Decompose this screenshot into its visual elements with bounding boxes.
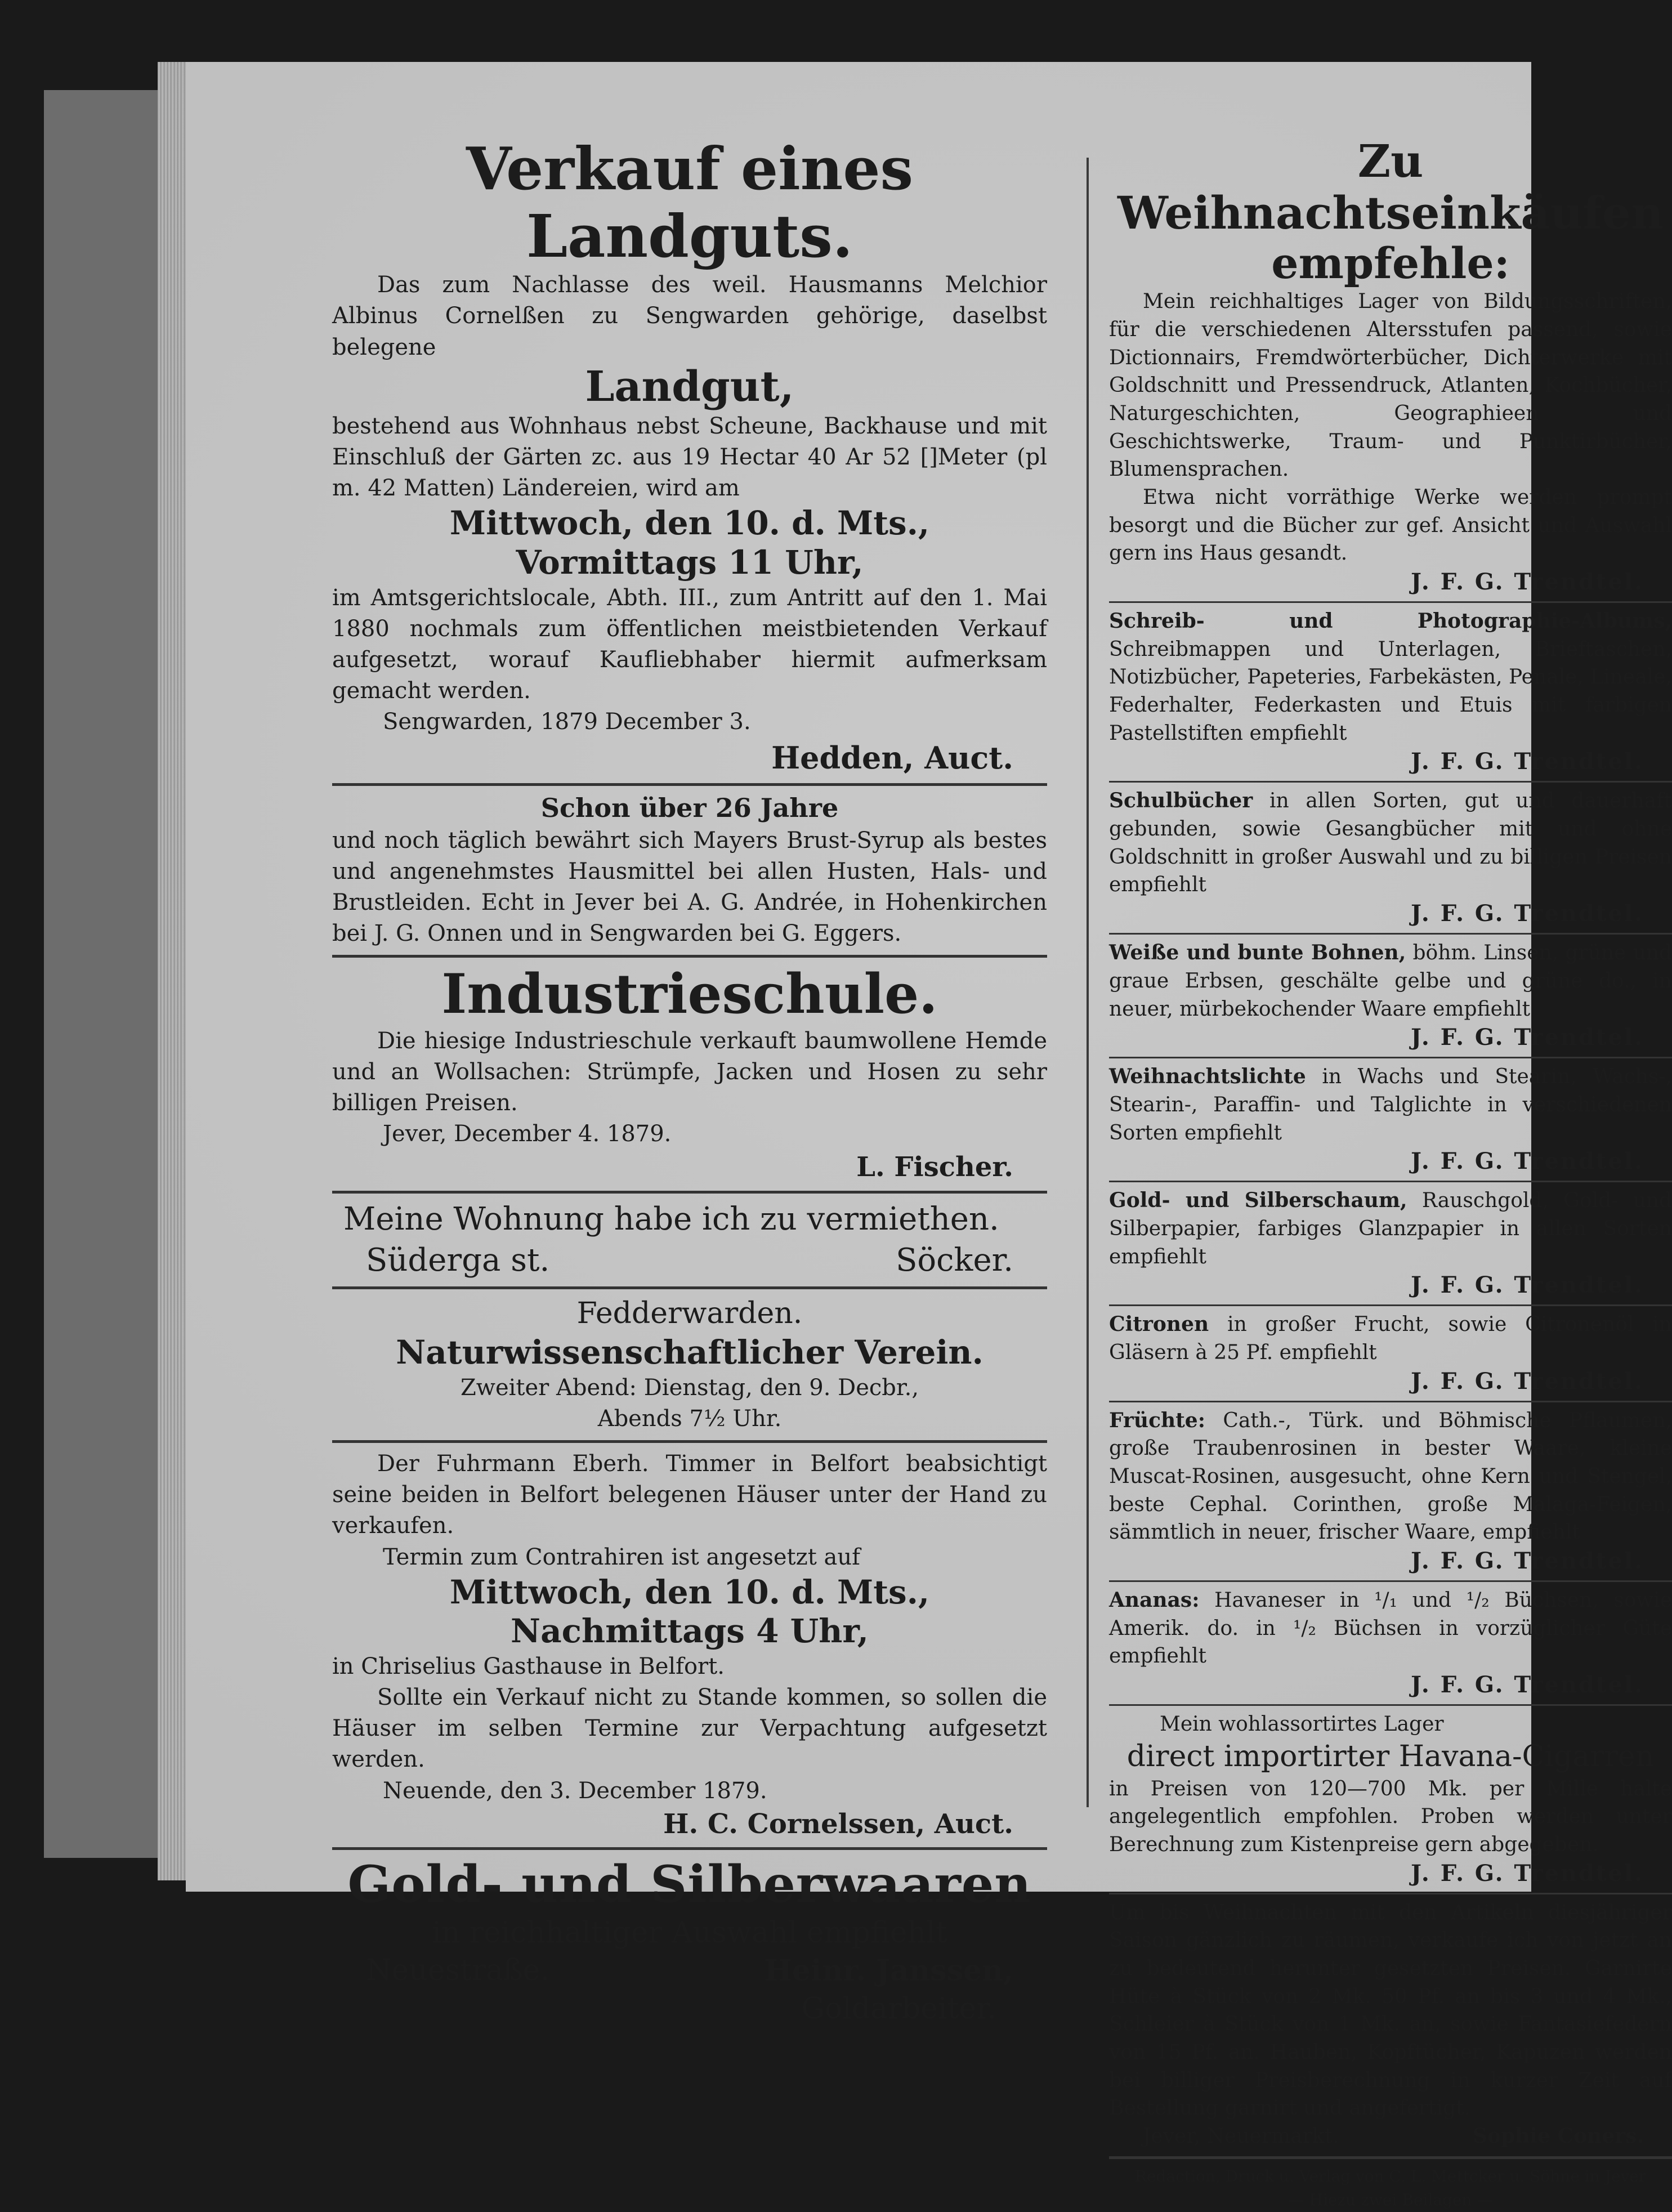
rule	[1109, 1893, 1672, 1894]
right-column	[1109, 135, 1672, 2212]
ad-haeuser-date2: Nachmittags 4 Uhr,	[511, 1612, 869, 1651]
ad-item-lead: Gold- und Silberschaum,	[1109, 1188, 1407, 1213]
book-cover-edge	[44, 90, 177, 1858]
ad-gold-heading: Gold- und Silberwaaren	[347, 1854, 1032, 1915]
ad-item-lead: Weiße und bunte Bohnen,	[1109, 941, 1406, 965]
ad-industrieschule-text: Die hiesige Industrieschule verkauft baumwollene Hemde und an Wollsachen: Strümpfe, Jacken und Hosen zu sehr billigen Preisen.	[332, 1027, 1047, 1116]
ad-item-lead: Schulbücher	[1109, 789, 1253, 813]
ad-cigars-intro: Mein wohlassortirtes Lager	[1160, 1712, 1444, 1736]
ad-cigars-text: in Preisen von 120—700 Mk. per Mille halte angelegentlich empfohlen. Proben werden unter Berechnung zum Kistenpreise gern abgegeben.	[1109, 1777, 1672, 1856]
newspaper-page	[186, 62, 1672, 2209]
ad-landgut-heading: Landgut,	[585, 362, 794, 411]
ad-item-text	[1109, 1311, 1672, 1366]
ad-industrieschule	[332, 963, 1047, 1185]
ad-item-lead: Schreib- und Photographie-Albums,	[1109, 609, 1672, 633]
ad-item-lead: Citronen	[1109, 1312, 1209, 1337]
rule	[1109, 781, 1672, 783]
ad-item-text	[1109, 939, 1672, 1023]
ad-landgut-title: Verkauf eines Landguts.	[466, 134, 914, 271]
ad-haeuser-signature: H. C. Cornelssen, Auct.	[663, 1808, 1013, 1840]
ad-haeuser	[332, 1449, 1047, 1842]
ad-landgut-date2: Vormittags 11 Uhr,	[516, 543, 864, 582]
ad-industrieschule-place: Jever, December 4. 1879.	[383, 1121, 672, 1147]
ad-verein-line1: Zweiter Abend: Dienstag, den 9. Decbr.,	[460, 1374, 919, 1401]
ad-item-text	[1109, 1187, 1672, 1271]
ad-item-text	[1109, 1063, 1672, 1147]
rule	[1109, 1580, 1672, 1582]
ad-gold-street: Neuestraße.	[366, 1954, 550, 1988]
ad-wohnung-street: Süderga st.	[366, 1241, 550, 1279]
ad-item-signature: J. F. G. Trendtel.	[1411, 1547, 1644, 1574]
ad-haeuser-text2: Sollte ein Verkauf nicht zu Stande kommen, so sollen die Häuser im selben Termine zur Verpachtung aufgesetzt werden.	[332, 1684, 1047, 1773]
ad-haeuser-place: Neuende, den 3. December 1879.	[383, 1777, 767, 1804]
ad-item-lead: Weihnachtslichte	[1109, 1065, 1306, 1089]
ad-item-text	[1109, 607, 1672, 747]
ad-coners-place: Jever, Neuermarkt.	[1143, 2124, 1339, 2148]
ad-verein-heading: Naturwissenschaftlicher Verein.	[396, 1333, 983, 1371]
ad-coners	[1109, 1899, 1672, 2151]
ad-verein	[332, 1295, 1047, 1435]
ad-item-text	[1109, 1407, 1672, 1547]
ad-item-signature: J. F. G. Trendtel.	[1411, 1368, 1644, 1395]
ad-item-body: Rauschgold, Gold- und Silberpapier, farbiges Glanzpapier in allen Sorten empfiehlt	[1109, 1189, 1672, 1268]
rule	[332, 1286, 1047, 1289]
right-title: Zu Weihnachtseinkäufen	[1117, 135, 1664, 239]
ad-item-body: Schreibmappen und Unterlagen, Brieftaschen, Notizbücher, Papeteries, Farbekästen, Penale, Lineale, Federhalter, Federkasten und Etuis mit farbigen Pastellstiften empfiehlt	[1109, 637, 1672, 745]
ad-landgut-date1: Mittwoch, den 10. d. Mts.,	[449, 504, 930, 543]
ad-verein-line2: Abends 7½ Uhr.	[597, 1405, 782, 1432]
ad-item-body: Havaneser in ¹/₁ und ¹/₂ Büchsen, sowie Amerik. do. in ¹/₂ Büchsen in vorzüglicher Güte empfiehlt	[1109, 1588, 1672, 1668]
ad-item-lead: Ananas:	[1109, 1588, 1200, 1612]
ad-landgut-signature: Hedden, Auct.	[771, 739, 1013, 776]
ad-syrup-heading: Schon über 26 Jahre	[540, 792, 839, 823]
ad-item-signature: J. F. G. Trendtel.	[1411, 748, 1644, 775]
column-divider	[1087, 158, 1089, 1807]
ad-gold-sub: in reichhaltiger Auswahl empfiehlt	[432, 1915, 947, 1950]
ad-syrup-text: und noch täglich bewährt sich Mayers Brust-Syrup als bestes und angenehmstes Hausmittel bei allen Husten, Hals- und Brustleiden. Echt in Jever bei A. G. Andrée, in Hohenkirchen bei J. G. Onnen und in Sengwarden bei G. Eggers.	[332, 827, 1047, 947]
rule	[1109, 933, 1672, 935]
rule	[1109, 601, 1672, 603]
ad-item	[1109, 781, 1672, 928]
right-intro-signature: J. F. G. Trendtel.	[1411, 569, 1644, 596]
left-column	[332, 135, 1047, 2028]
ad-item-body: böhm. Linsen, grüne und graue Erbsen, geschälte gelbe und grüne do., in neuer, mürbekochender Waare empfiehlt	[1109, 941, 1672, 1021]
rule	[1109, 1704, 1672, 1706]
ad-haeuser-text: Der Fuhrmann Eberh. Timmer in Belfort beabsichtigt seine beiden in Belfort belegenen Häuser unter der Hand zu verkaufen.	[332, 1450, 1047, 1539]
ad-item-body: in großer Frucht, sowie Citronenöl in Gläsern à 25 Pf. empfiehlt	[1109, 1313, 1672, 1364]
ad-industrieschule-heading: Industrieschule.	[441, 962, 938, 1026]
ad-item-signature: J. F. G. Trendtel.	[1411, 1148, 1644, 1175]
ad-industrieschule-signature: L. Fischer.	[856, 1151, 1013, 1183]
ad-landgut-text: bestehend aus Wohnhaus nebst Scheune, Backhause und mit Einschluß der Gärten zc. aus 19 Hectar 40 Ar 52 []Meter (pl m. 42 Matten) Ländereien, wird am	[332, 413, 1047, 502]
rule	[332, 1440, 1047, 1443]
ad-item-text	[1109, 787, 1672, 899]
ad-verein-place: Fedderwarden.	[576, 1297, 803, 1331]
rule	[332, 783, 1047, 786]
ad-haeuser-termin: Termin zum Contrahiren ist angesetzt auf	[383, 1544, 860, 1570]
rule	[332, 1847, 1047, 1850]
ad-landgut	[332, 135, 1047, 777]
ad-item-signature: J. F. G. Trendtel.	[1411, 1671, 1644, 1698]
ad-gold-name: Heinr. Janssen,	[764, 1954, 1013, 1988]
ad-item	[1109, 1401, 1672, 1576]
rule	[1109, 1181, 1672, 1182]
ad-landgut-intro: Das zum Nachlasse des weil. Hausmanns Melchior Albinus Cornelßen zu Sengwarden gehörige, daselbst belegene	[332, 272, 1047, 360]
ad-coners-signature: Sophie Coners.	[1473, 2124, 1644, 2148]
right-intro-text2: Etwa nicht vorräthige Werke werden prompt besorgt und die Bücher zur gef. Ansicht und Auswahl gern ins Haus gesandt.	[1109, 486, 1672, 565]
ad-landgut-text2: im Amtsgerichtslocale, Abth. III., zum Antritt auf den 1. Mai 1880 nochmals zum öffentlichen meistbietenden Verkauf aufgesetzt, worauf Kaufliebhaber hiermit aufmerksam gemacht werden.	[332, 584, 1047, 704]
rule	[1109, 1401, 1672, 1402]
rule	[332, 955, 1047, 958]
footer-supplements: — Hiezu zwei Beilagen —	[1288, 2190, 1493, 2209]
ad-cigars-heading: direct importirter Havana-Cigarren	[1126, 1739, 1655, 1773]
ad-wohnung-name: Söcker.	[896, 1241, 1013, 1279]
rule	[1109, 1304, 1672, 1306]
ad-wohnung-text: Meine Wohnung habe ich zu vermiethen.	[343, 1200, 999, 1237]
rule	[1109, 1057, 1672, 1058]
ad-wohnung	[332, 1199, 1047, 1281]
ad-gold	[332, 1856, 1047, 2028]
ad-cigars	[1109, 1710, 1672, 1888]
ad-cigars-signature: J. F. G. Trendtel.	[1411, 1860, 1644, 1887]
ad-item	[1109, 601, 1672, 776]
ad-item-signature: J. F. G. Trendtel.	[1411, 1272, 1644, 1299]
ad-item-text	[1109, 1587, 1672, 1670]
ad-item-signature: J. F. G. Trendtel.	[1411, 900, 1644, 927]
ad-item	[1109, 1580, 1672, 1700]
ad-item	[1109, 1181, 1672, 1300]
ad-item-body: Cath.-, Türk. und Böhmische Pflaumen, große Traubenrosinen in bester Waare, kleine Muscat-Rosinen, ausgesucht, ohne Kern und Stengel, beste Cephal. Corinthen, große Malaga-Feigen, sämmtlich in neuer, frischer Waare, empfiehlt	[1109, 1409, 1672, 1544]
ad-item-body: in allen Sorten, gut und dauerhaft gebunden, sowie Gesangbücher mit und ohne Goldschnitt in großer Auswahl und zu billigen Preisen empfiehlt	[1109, 789, 1672, 897]
ad-gold-job: Goldarbeiter.	[801, 1991, 996, 2026]
ad-item	[1109, 1057, 1672, 1176]
ad-item	[1109, 933, 1672, 1052]
ad-item-lead: Früchte:	[1109, 1408, 1205, 1432]
footer-imprint: Redaction, Druck u. Verlag von C. L. Mettcker u. Söhne in Jever	[1134, 2166, 1647, 2186]
ad-coners-text: Um bis Weihnachten mit den Artikeln diesjähriger Saison gänzlich zu räumen, verkaufe ich von jetzt an zu bedeutend herunter gesetzten Preisen. Garnirte Hüte à Stück von 2 Mk. 50 Pf. an bis 3 und 4 Mk., Schleier à Stück von 1 Mk. an, sowie Fantasiefedern von 15 Pf. an. Hauben, Kopftücher, Kapuzen werden bei billiger Preisberechnung in kurzer Zeit auf Bestellung garnirt und angefertigt.	[1109, 1901, 1672, 2120]
ad-landgut-place: Sengwarden, 1879 December 3.	[383, 709, 751, 735]
right-subtitle: empfehle:	[1271, 238, 1510, 288]
ad-haeuser-date1: Mittwoch, den 10. d. Mts.,	[449, 1572, 930, 1611]
rule	[1109, 2156, 1672, 2159]
ad-item-signature: J. F. G. Trendtel.	[1411, 1024, 1644, 1051]
ad-haeuser-loc: in Chriselius Gasthause in Belfort.	[332, 1653, 725, 1679]
ad-item	[1109, 1304, 1672, 1396]
right-intro-text: Mein reichhaltiges Lager von Bildungsschriften, für die verschiedenen Altersstufen passend, sowie Dictionnairs, Fremdwörterbücher, Dichterwerke mit Goldschnitt und Pressendruck, Atlanten, Kochbücher, Naturgeschichten, Geographieen und Geschichtswerke, Traum- und Punktirbücher, Blumensprachen.	[1109, 290, 1672, 481]
ad-syrup	[332, 792, 1047, 950]
rule	[332, 1191, 1047, 1194]
ad-item-body: in Wachs und Stearin, Wachs-, Stearin-, Paraffin- und Talglichte in verschiedenen Sorten empfiehlt	[1109, 1065, 1672, 1145]
right-items	[1109, 601, 1672, 1700]
